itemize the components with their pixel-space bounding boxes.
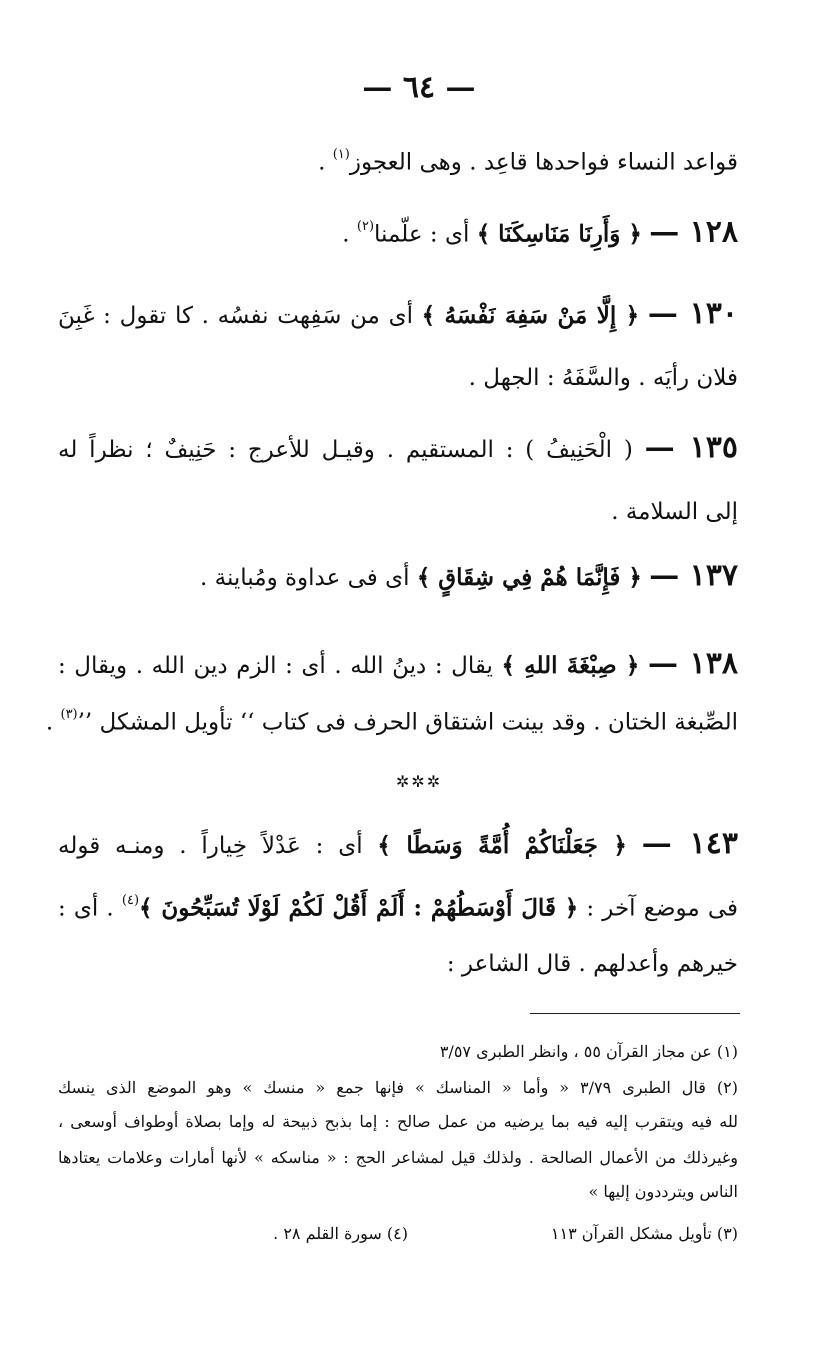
text: ( الْحَنِيفُ ) : المستقيم . وقيـل للأعرج : حَنِيفٌ ؛ نظراً له [58,437,645,463]
footnote-ref: (١) [332,147,350,162]
entry-number: ١٣٨ — [647,646,738,681]
text: . [45,709,61,736]
footnote-4: (٤) سورة القلم ٢٨ . [273,1224,408,1243]
footnote-2-cont: الناس ويترددون إليها » [588,1182,738,1201]
text-line-1 [58,140,738,181]
footnote-2: (٢) قال الطبرى ٣/٧٩ « وأما « المناسك » فإنها جمع « منسك » وهو الموضع الذى ينسك [58,1078,738,1097]
entry-128 [58,212,738,253]
page-number: — ٦٤ — [362,70,476,105]
text-line-9 [45,700,738,741]
text-line-4: فلان رأيَه . والسَّفَهُ : الجهل . [468,365,738,391]
text-line-11 [58,886,738,927]
section-separator: ✲✲✲ [395,772,443,791]
text: أى من سَفِهت نفسُه . كا تقول : غَبِنَ [58,303,422,329]
text: يقال : دينُ الله . أى : الزم دين الله . ويقال : [58,653,502,679]
quran-verse: ﴿ جَعَلْنَاكُمْ أُمَّةً وَسَطًا ﴾ [377,832,627,859]
footnote-3: (٣) تأويل مشكل القرآن ١١٣ [550,1224,738,1243]
text: أى : عَدْلاً خِياراً . ومنـه قوله [58,833,378,859]
entry-number: ١٣٧ — [649,558,738,593]
entry-number: ١٢٨ — [649,214,738,250]
footnote-2-cont: وغيرذلك من الأعمال الصالحة . ولذلك قيل لمشاعر الحج : « مناسكه » لأنها أمارات وعلامات يعتادها [58,1148,738,1167]
text: الصِّبغة الختان . وقد بينت اشتقاق الحرف فى كتاب ‘‘ تأويل المشكل ’’ [77,709,738,736]
text: . أى : [58,895,122,922]
text: . [342,221,357,248]
entry-number: ١٣٥ — [644,430,738,465]
text: فى موضع آخر : [578,895,738,922]
entry-130 [58,296,738,334]
footnote-divider [530,1013,740,1014]
quran-verse: ﴿ فَإِنَّمَا هُمْ فِي شِقَاقٍ ﴾ [416,564,642,591]
footnote-2-cont: لله فيه ويتقرب إليه فيه بما يرضيه من عمل صالح : إما بذبح ذبيحة له وإما بصلاة أوطواف أوسعى ، [58,1112,738,1131]
entry-number: ١٤٣ — [641,826,738,861]
quran-verse: ﴿ قَالَ أَوْسَطُهُمْ : أَلَمْ أَقُلْ لَكُمْ لَوْلَا تُسَبِّحُونَ ﴾ [139,894,579,922]
text-line-6: إلى السلامة . [611,499,738,525]
quran-verse: ﴿ إِلَّا مَنْ سَفِهَ نَفْسَهُ ﴾ [421,302,640,329]
text: أى فى عداوة ومُباينة . [200,565,417,591]
footnote-1: (١) عن مجاز القرآن ٥٥ ، وانظر الطبرى ٣/٥٧ [439,1042,738,1061]
footnote-ref: (٢) [356,219,375,234]
quran-verse: ﴿ وَأَرِنَا مَنَاسِكَنَا ﴾ [476,220,642,248]
entry-138 [58,646,738,684]
entry-135 [58,430,738,468]
text: . [318,149,333,176]
text: قواعد النساء فواحدها قاعِد . وهى العجوز [349,149,738,176]
text: أى : علّمنا [374,221,477,248]
footnote-ref: (٤) [121,893,140,908]
footnote-ref: (٣) [60,707,78,722]
entry-143 [58,826,738,864]
text-line-12: خيرهم وأعدلهم . قال الشاعر : [446,951,738,977]
entry-137 [58,558,738,596]
entry-number: ١٣٠ — [647,296,738,331]
quran-verse: ﴿ صِبْغَةَ اللهِ ﴾ [501,652,640,679]
